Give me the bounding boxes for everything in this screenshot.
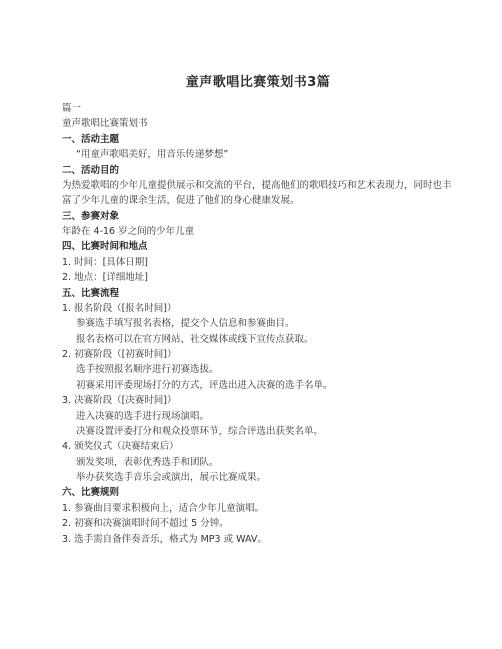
process-step-4-detail-a: 颁发奖项，表彰优秀选手和团队。 bbox=[76, 456, 219, 468]
process-step-1-detail-a: 参赛选手填写报名表格，提交个人信息和参赛曲目。 bbox=[76, 318, 295, 330]
part-label: 篇一 bbox=[62, 103, 82, 115]
participants-text: 年龄在 4-16 岁之间的少年儿童 bbox=[62, 226, 195, 238]
process-step-4: 4. 颁奖仪式（决赛结束后） bbox=[62, 441, 179, 453]
rule-item-2: 2. 初赛和决赛演唱时间不超过 5 分钟。 bbox=[62, 518, 229, 530]
rule-item-3: 3. 选手需自备伴奏音乐，格式为 MP3 或 WAV。 bbox=[62, 533, 267, 545]
theme-text: “用童声歌唱美好，用音乐传递梦想” bbox=[76, 149, 229, 161]
process-step-1: 1. 报名阶段（[报名时间]） bbox=[62, 302, 177, 314]
time-item: 1. 时间：[具体日期] bbox=[62, 256, 148, 268]
purpose-text: 为热爱歌唱的少年儿童提供展示和交流的平台，提高他们的歌唱技巧和艺术表现力，同时也丰富了少年儿童的课余生活，促进了他们的身心健康发展。 bbox=[62, 179, 452, 207]
process-step-3-detail-a: 进入决赛的选手进行现场演唱。 bbox=[76, 410, 210, 422]
section-heading-process: 五、比赛流程 bbox=[62, 287, 120, 299]
section-heading-purpose: 二、活动目的 bbox=[62, 164, 120, 176]
doc-subtitle: 童声歌唱比赛策划书 bbox=[62, 118, 148, 130]
document-title: 童声歌唱比赛策划书3篇 bbox=[185, 75, 331, 90]
process-step-1-detail-b: 报名表格可以在官方网站、社交媒体或线下宣传点获取。 bbox=[76, 333, 314, 345]
process-step-3: 3. 决赛阶段（[决赛时间]） bbox=[62, 395, 177, 407]
process-step-4-detail-b: 举办获奖选手音乐会或演出，展示比赛成果。 bbox=[76, 472, 267, 484]
section-heading-theme: 一、活动主题 bbox=[62, 133, 120, 145]
section-heading-time-place: 四、比赛时间和地点 bbox=[62, 241, 148, 253]
process-step-2: 2. 初赛阶段（[初赛时间]） bbox=[62, 349, 177, 361]
place-item: 2. 地点：[详细地址] bbox=[62, 272, 148, 284]
process-step-2-detail-b: 初赛采用评委现场打分的方式，评选出进入决赛的选手名单。 bbox=[76, 379, 333, 391]
section-heading-participants: 三、参赛对象 bbox=[62, 210, 120, 222]
section-heading-rules: 六、比赛规则 bbox=[62, 487, 120, 499]
rule-item-1: 1. 参赛曲目要求积极向上，适合少年儿童演唱。 bbox=[62, 502, 265, 514]
process-step-3-detail-b: 决赛设置评委打分和观众投票环节，综合评选出获奖名单。 bbox=[76, 425, 324, 437]
process-step-2-detail-a: 选手按照报名顺序进行初赛选拔。 bbox=[76, 364, 219, 376]
